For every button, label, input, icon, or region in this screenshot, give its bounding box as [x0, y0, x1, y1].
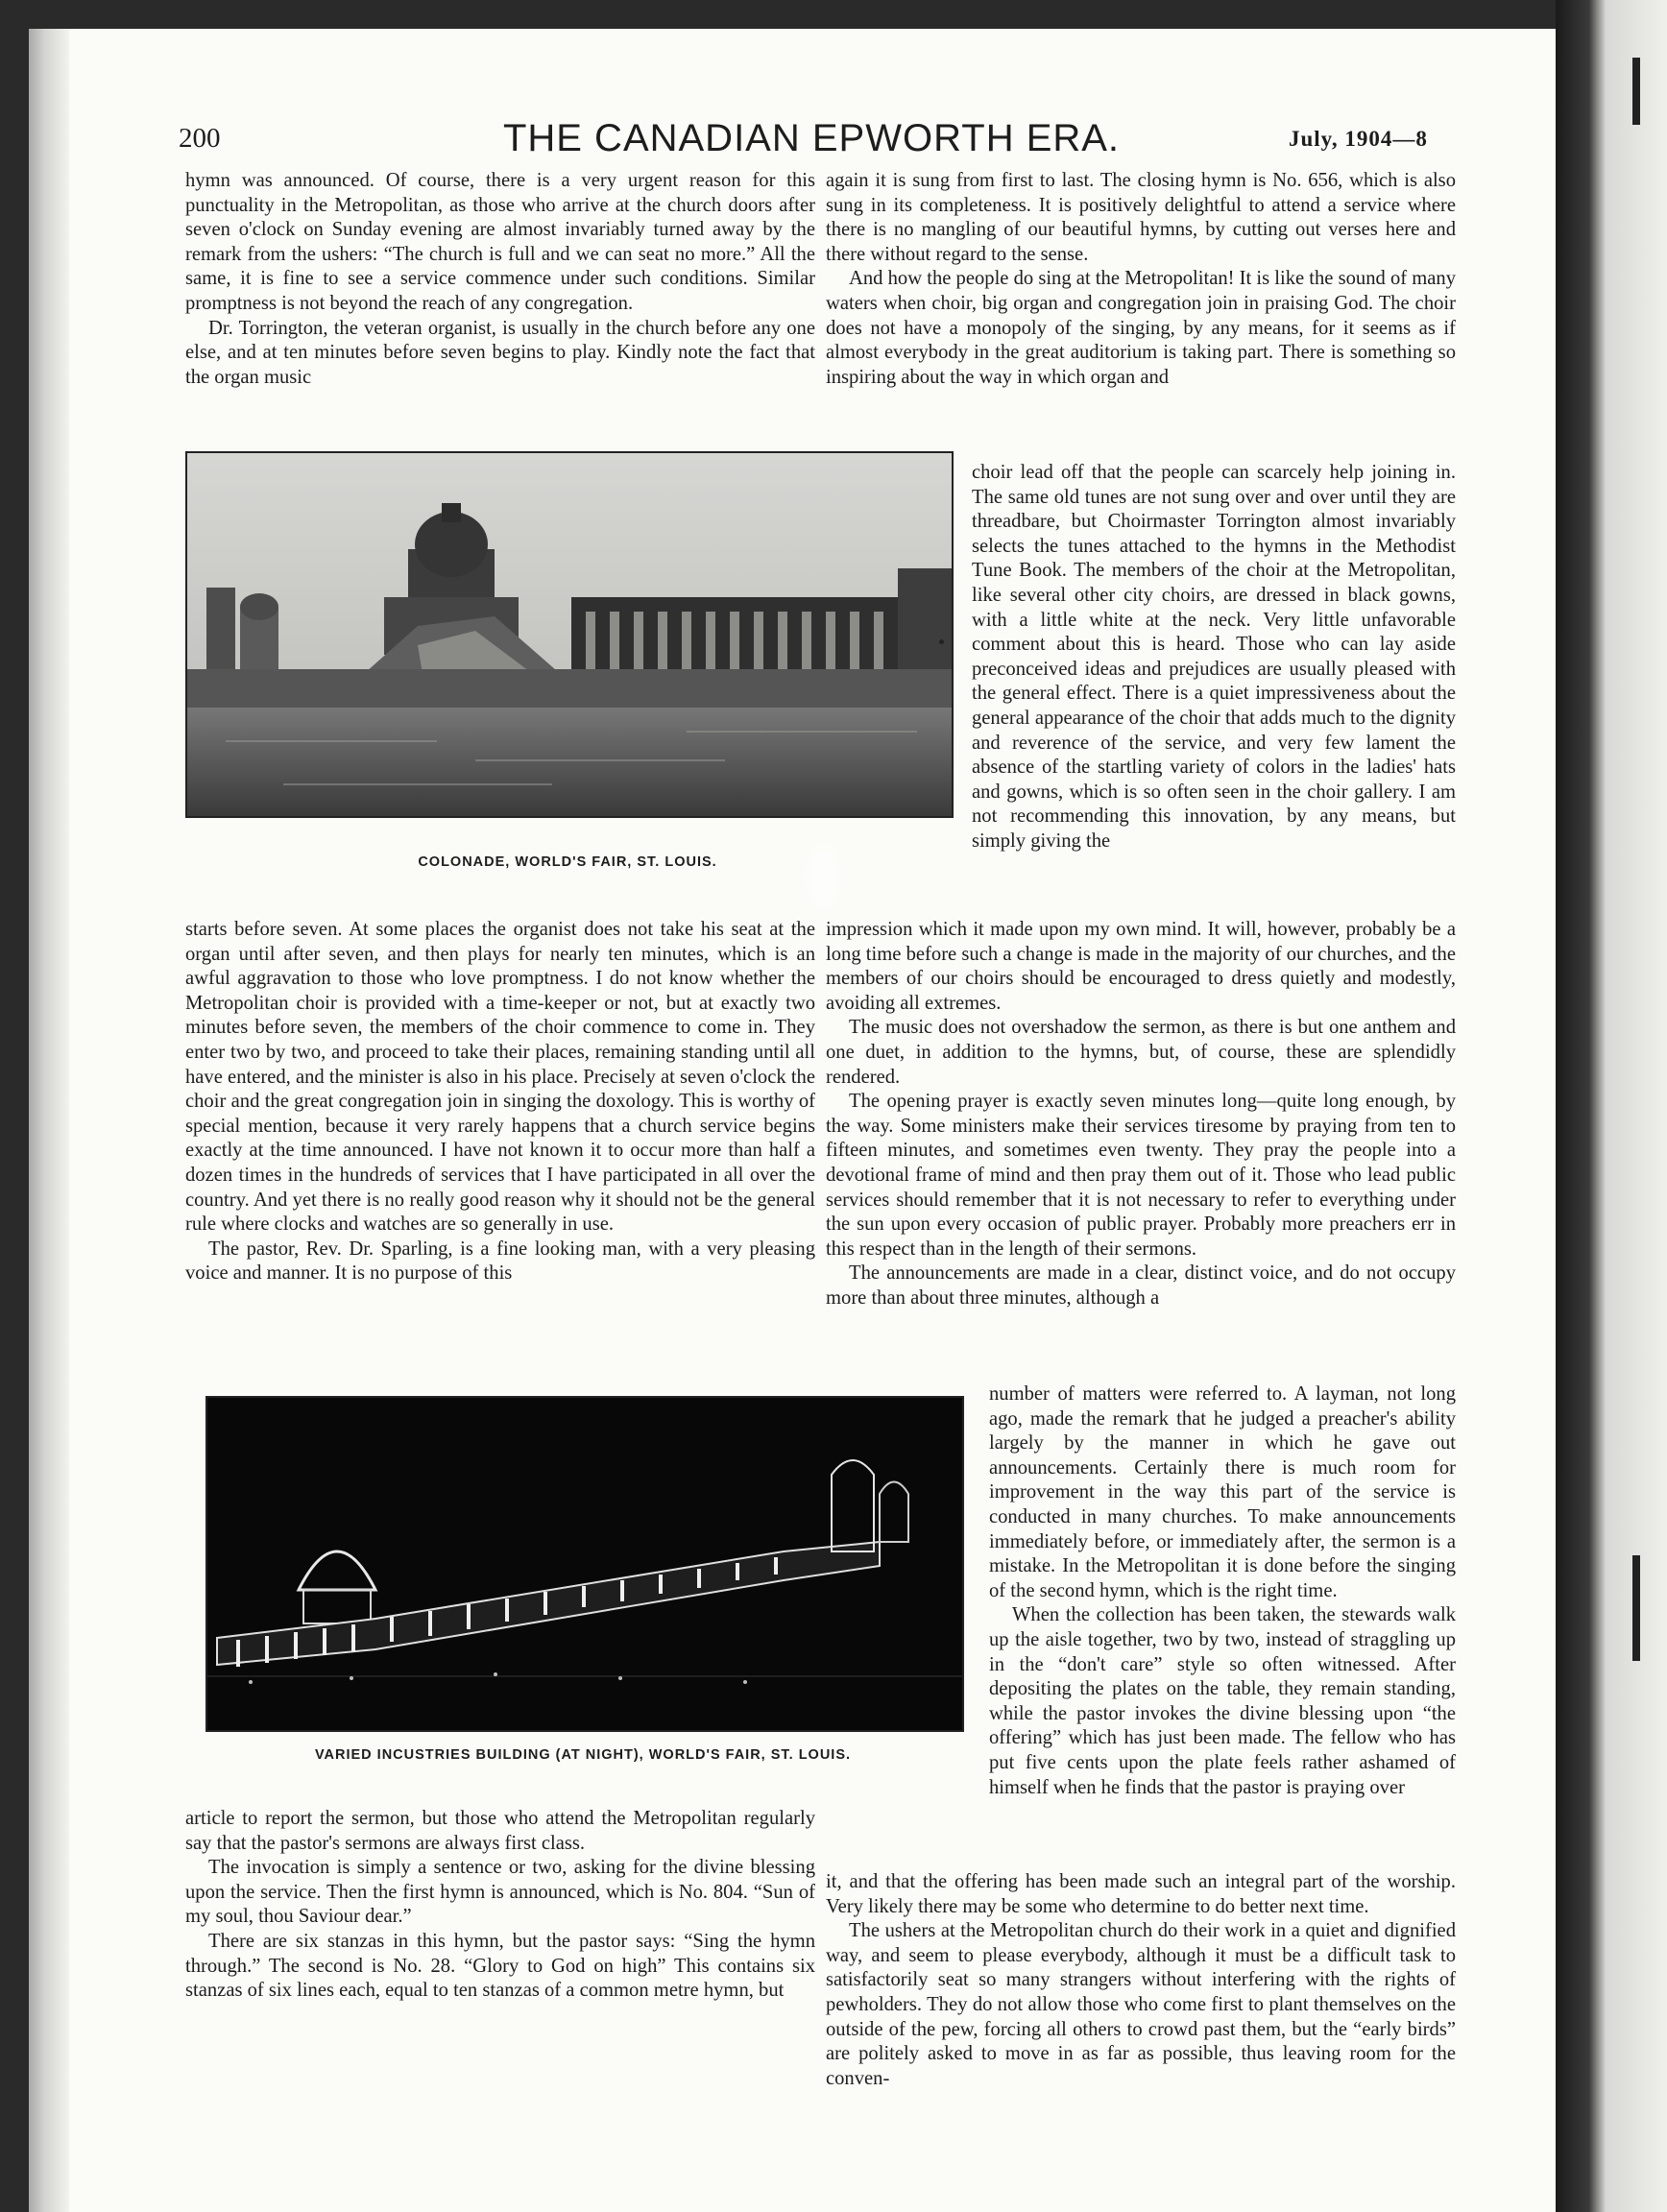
adjacent-page-edge	[1556, 0, 1667, 2212]
paragraph: The music does not overshadow the sermon, as there is but one anthem and one duet, in addition to the hymns, but, of course, these are splendidly rendered.	[826, 1017, 1456, 1088]
column-2-middle	[826, 918, 1456, 1311]
paragraph: again it is sung from first to last. The closing hymn is No. 656, which is also sung in its completeness. It is positively delightful to attend a service where there is no mangling of our beautiful hymns, by cutting out verses here and there without regard to the sense.	[826, 170, 1456, 265]
paragraph: number of matters were referred to. A layman, not long ago, made the remark that he judged a preacher's ability largely by the manner in which he gave out announcements. Certainly there is much room for improvement in the way this part of the service is conducted in many churches. To make announcements immediately before, or immediately after, the sermon is a mistake. In the Metropolitan it is done before the singing of the second hymn, which is the right time.	[989, 1383, 1456, 1601]
paragraph: The ushers at the Metropolitan church do their work in a quiet and dignified way, and seem to please everybody, although it must be a difficult task to satisfactorily seat so many strangers without interfering with the rights of pewholders. They do not allow those who come first to plant themselves on the outside of the pew, forcing all others to crowd past them, but the “early birds” are politely asked to move in as far as possible, thus leaving room for the conven-	[826, 1920, 1456, 2089]
paragraph: hymn was announced. Of course, there is a very urgent reason for this punctuality in the Metropolitan, as those who arrive at the church doors after seven o'clock on Sunday evening are almost invariably turned away by the remark from the ushers: “The church is full and we can seat no more.” All the same, it is fine to see a service commence under such conditions. Similar promptness is not beyond the reach of any congregation.	[185, 170, 815, 314]
page-edge-mark	[1632, 1555, 1640, 1661]
paragraph: The opening prayer is exactly seven minutes long—quite long enough, by the way. Some ministers make their services tiresome by praying from ten to fifteen minutes, and sometimes even twenty. They pray the people into a devotional frame of mind and then pray them out of it. Those who lead public services should remember that it is not necessary to refer to everything under the sun upon every occasion of public prayer. Probably more preachers err in this respect than in the length of their sermons.	[826, 1091, 1456, 1260]
page-number: 200	[179, 123, 221, 154]
column-1-top	[185, 169, 815, 390]
paragraph: Dr. Torrington, the veteran organist, is usually in the church before any one else, and at ten minutes before seven begins to play. Kindly note the fact that the organ music	[185, 317, 815, 388]
column-1-middle	[185, 918, 815, 1286]
colonade-illustration	[187, 453, 952, 816]
paragraph: And how the people do sing at the Metropolitan! It is like the sound of many waters when choir, big organ and congregation join in praising God. The choir does not have a monopoly of the singing, by any means, for it seems as if almost everybody in the great auditorium is taking part. There is something so inspiring about the way in which organ and	[826, 268, 1457, 388]
varied-industries-photo	[205, 1396, 964, 1732]
page-edge-mark	[1632, 58, 1640, 125]
colonade-photo	[185, 451, 954, 818]
column-2-top	[826, 169, 1456, 390]
paragraph: The invocation is simply a sentence or two, asking for the divine blessing upon the service. Then the first hymn is announced, which is No. 804. “Sun of my soul, thou Saviour dear.”	[185, 1857, 815, 1928]
print-smudge	[807, 843, 839, 910]
print-speck	[939, 639, 944, 644]
paragraph: The announcements are made in a clear, distinct voice, and do not occupy more than about three minutes, although a	[826, 1262, 1456, 1309]
column-2-narrow-block-2	[989, 1382, 1456, 1800]
issue-date: July, 1904—8	[1289, 127, 1428, 151]
publication-title: THE CANADIAN EPWORTH ERA.	[502, 117, 1121, 159]
paragraph: choir lead off that the people can scarcely help joining in. The same old tunes are not sung over and over until they are threadbare, but Choirmaster Torrington almost invariably selects the tunes attached to the hymns in the Methodist Tune Book. The members of the choir at the Metropolitan, like several other city choirs, are dressed in black gowns, with a little white at the neck. Very little unfavorable comment about this is heard. Those who can lay aside preconceived ideas and prejudices are usually pleased with the general effect. There is a quiet impressiveness about the general appearance of the choir that adds much to the dignity and reverence of the service, and very few lament the absence of the startling variety of colors in the ladies' hats and gowns, which is so often seen in the choir gallery. I am not recommending this innovation, by any means, but simply giving the	[972, 462, 1456, 852]
column-2-narrow-block	[972, 461, 1456, 854]
figure-caption: COLONADE, WORLD'S FAIR, ST. LOUIS.	[418, 854, 717, 870]
paragraph: article to report the sermon, but those who attend the Metropolitan regularly say that the pastor's sermons are always first class.	[185, 1808, 815, 1854]
column-1-bottom	[185, 1807, 815, 2004]
paragraph: The pastor, Rev. Dr. Sparling, is a fine looking man, with a very pleasing voice and manner. It is no purpose of this	[185, 1238, 815, 1285]
paragraph: When the collection has been taken, the stewards walk up the aisle together, two by two, instead of straggling up in the “don't care” style so often witnessed. After depositing the plates on the table, they remain standing, while the pastor invokes the divine blessing upon “the offering” which has just been made. The fellow who has put five cents upon the plate feels rather ashamed of himself when he finds that the pastor is praying over	[989, 1604, 1456, 1798]
paragraph: it, and that the offering has been made such an integral part of the worship. Very likely there may be some who determine to do better next time.	[826, 1871, 1456, 1917]
book-gutter	[29, 29, 69, 2212]
paragraph: There are six stanzas in this hymn, but the pastor says: “Sing the hymn through.” The second is No. 28. “Glory to God on high” This contains six stanzas of six lines each, equal to ten stanzas of a common metre hymn, but	[185, 1930, 815, 2002]
paragraph: impression which it made upon my own mind. It will, however, probably be a long time before such a change is made in the majority of our churches, and the members of our choirs should be encouraged to dress quietly and modestly, avoiding all extremes.	[826, 919, 1456, 1014]
paragraph: starts before seven. At some places the organist does not take his seat at the organ until after seven, and then plays for nearly ten minutes, which is an awful aggravation to those who love promptness. I do not know whether the Metropolitan choir is provided with a time-keeper or not, but at exactly two minutes before seven, the members of the choir commence to come in. They enter two by two, and proceed to take their places, remaining standing until all have entered, and the minister is also in his place. Precisely at seven o'clock the choir and the great congregation join in singing the doxology. This is worthy of special mention, because it very rarely happens that a church service begins exactly at the time announced. I have not known it to occur more than half a dozen times in the hundreds of services that I have participated in all over the country. And yet there is no really good reason why it should not be the general rule where clocks and watches are so generally in use.	[185, 919, 815, 1236]
magazine-page	[29, 29, 1556, 2212]
running-header	[29, 104, 1556, 161]
night-building-illustration	[207, 1398, 962, 1730]
column-2-bottom	[826, 1870, 1456, 2091]
figure-caption: VARIED INCUSTRIES BUILDING (AT NIGHT), WORLD'S FAIR, ST. LOUIS.	[314, 1747, 852, 1763]
